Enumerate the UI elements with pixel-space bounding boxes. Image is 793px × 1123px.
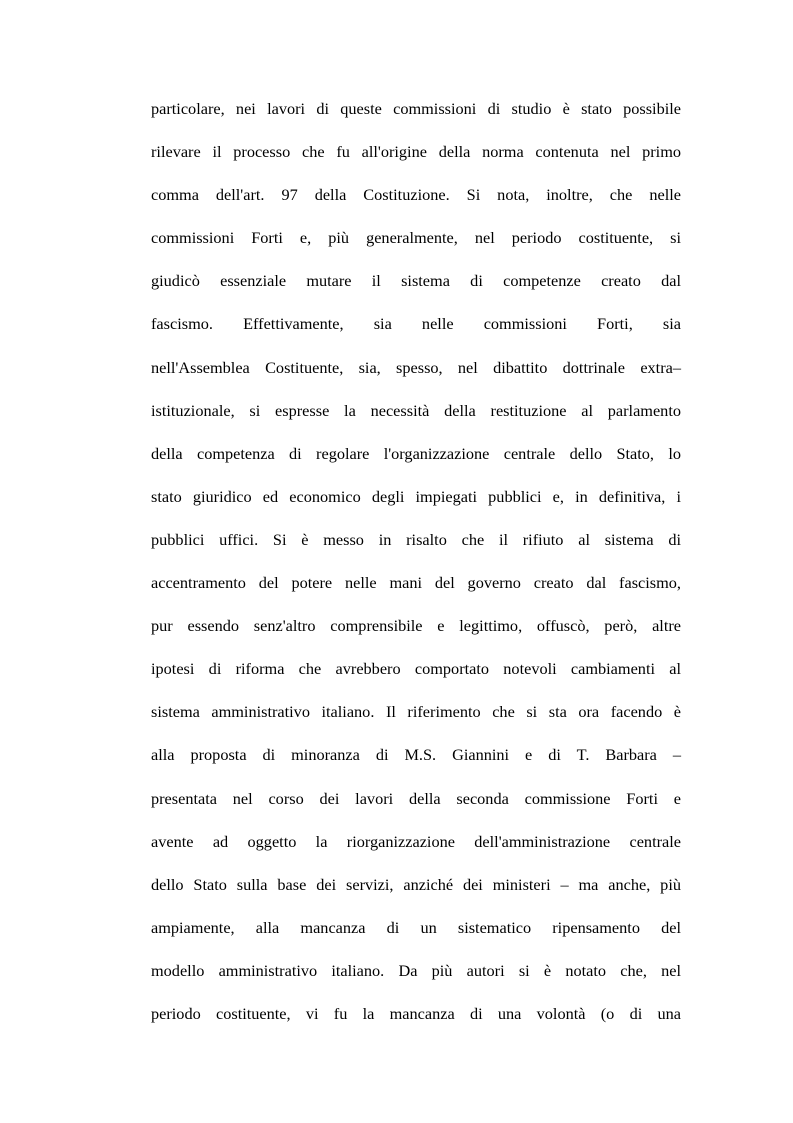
body-paragraph xyxy=(151,87,681,1035)
text-line: commissioni Forti e, più generalmente, nel periodo costituente, si xyxy=(151,228,681,248)
text-line: presentata nel corso dei lavori della seconda commissione Forti e xyxy=(151,788,681,808)
text-line: modello amministrativo italiano. Da più autori si è notato che, nel xyxy=(151,960,681,980)
text-line: ampiamente, alla mancanza di un sistematico ripensamento del xyxy=(151,917,681,937)
text-line: accentramento del potere nelle mani del governo creato dal fascismo, xyxy=(151,573,681,593)
text-line: dello Stato sulla base dei servizi, anziché dei ministeri – ma anche, più xyxy=(151,874,681,894)
text-line: sistema amministrativo italiano. Il riferimento che si sta ora facendo è xyxy=(151,702,681,722)
text-line: istituzionale, si espresse la necessità della restituzione al parlamento xyxy=(151,400,681,420)
text-line: giudicò essenziale mutare il sistema di competenze creato dal xyxy=(151,271,681,291)
text-line: stato giuridico ed economico degli impiegati pubblici e, in definitiva, i xyxy=(151,486,681,506)
text-line: comma dell'art. 97 della Costituzione. Si nota, inoltre, che nelle xyxy=(151,185,681,205)
text-line: pubblici uffici. Si è messo in risalto che il rifiuto al sistema di xyxy=(151,529,681,549)
text-line: particolare, nei lavori di queste commissioni di studio è stato possibile xyxy=(151,99,681,118)
text-line: rilevare il processo che fu all'origine della norma contenuta nel primo xyxy=(151,142,681,162)
text-line: fascismo. Effettivamente, sia nelle commissioni Forti, sia xyxy=(151,314,681,334)
text-line: pur essendo senz'altro comprensibile e legittimo, offuscò, però, altre xyxy=(151,616,681,636)
text-line: ipotesi di riforma che avrebbero comportato notevoli cambiamenti al xyxy=(151,659,681,679)
text-line: della competenza di regolare l'organizzazione centrale dello Stato, lo xyxy=(151,443,681,463)
text-line: avente ad oggetto la riorganizzazione dell'amministrazione centrale xyxy=(151,831,681,851)
text-line: periodo costituente, vi fu la mancanza di una volontà (o di una xyxy=(151,1003,681,1023)
text-line: alla proposta di minoranza di M.S. Giannini e di T. Barbara – xyxy=(151,745,681,765)
text-line: nell'Assemblea Costituente, sia, spesso, nel dibattito dottrinale extra– xyxy=(151,357,681,377)
